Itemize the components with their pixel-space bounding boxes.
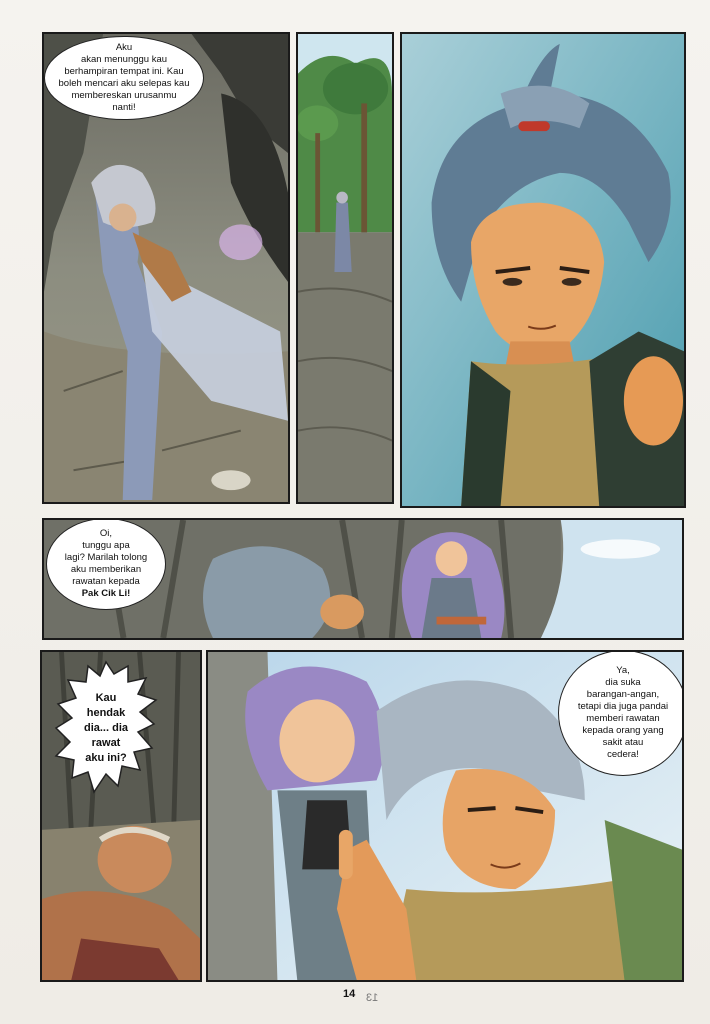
speech-bubble-warrior: Ya, dia suka barangan-angan, tetapi dia juga pandai memberi rawatan kepada orang yang sakit atau cedera!	[558, 650, 684, 776]
panel-swordsman-cave	[42, 32, 290, 504]
panel-warrior-pointing	[206, 650, 684, 982]
panel-warrior-closeup	[400, 32, 686, 508]
forest-walk-art	[298, 34, 392, 502]
warrior-closeup-art	[402, 34, 684, 506]
shout-bubble-injured-man: Kau hendak dia... dia rawat aku ini?	[83, 691, 128, 764]
speech-bubble-girl: Oi, tunggu apa lagi? Marilah tolong aku memberikan rawatan kepada Pak Cik Li!	[46, 518, 166, 610]
speech-bubble-swordsman: Aku akan menunggu kau berhampiran tempat ini. Kau boleh mencari aku selepas kau membereskan urusanmu nanti!	[44, 36, 204, 120]
panel-forest-walk	[296, 32, 394, 504]
page-number-bleed-through: 13	[366, 992, 379, 1004]
panel-injured-man	[40, 650, 202, 982]
panel-girl-calling	[42, 518, 684, 640]
page-number: 14	[343, 988, 356, 1000]
